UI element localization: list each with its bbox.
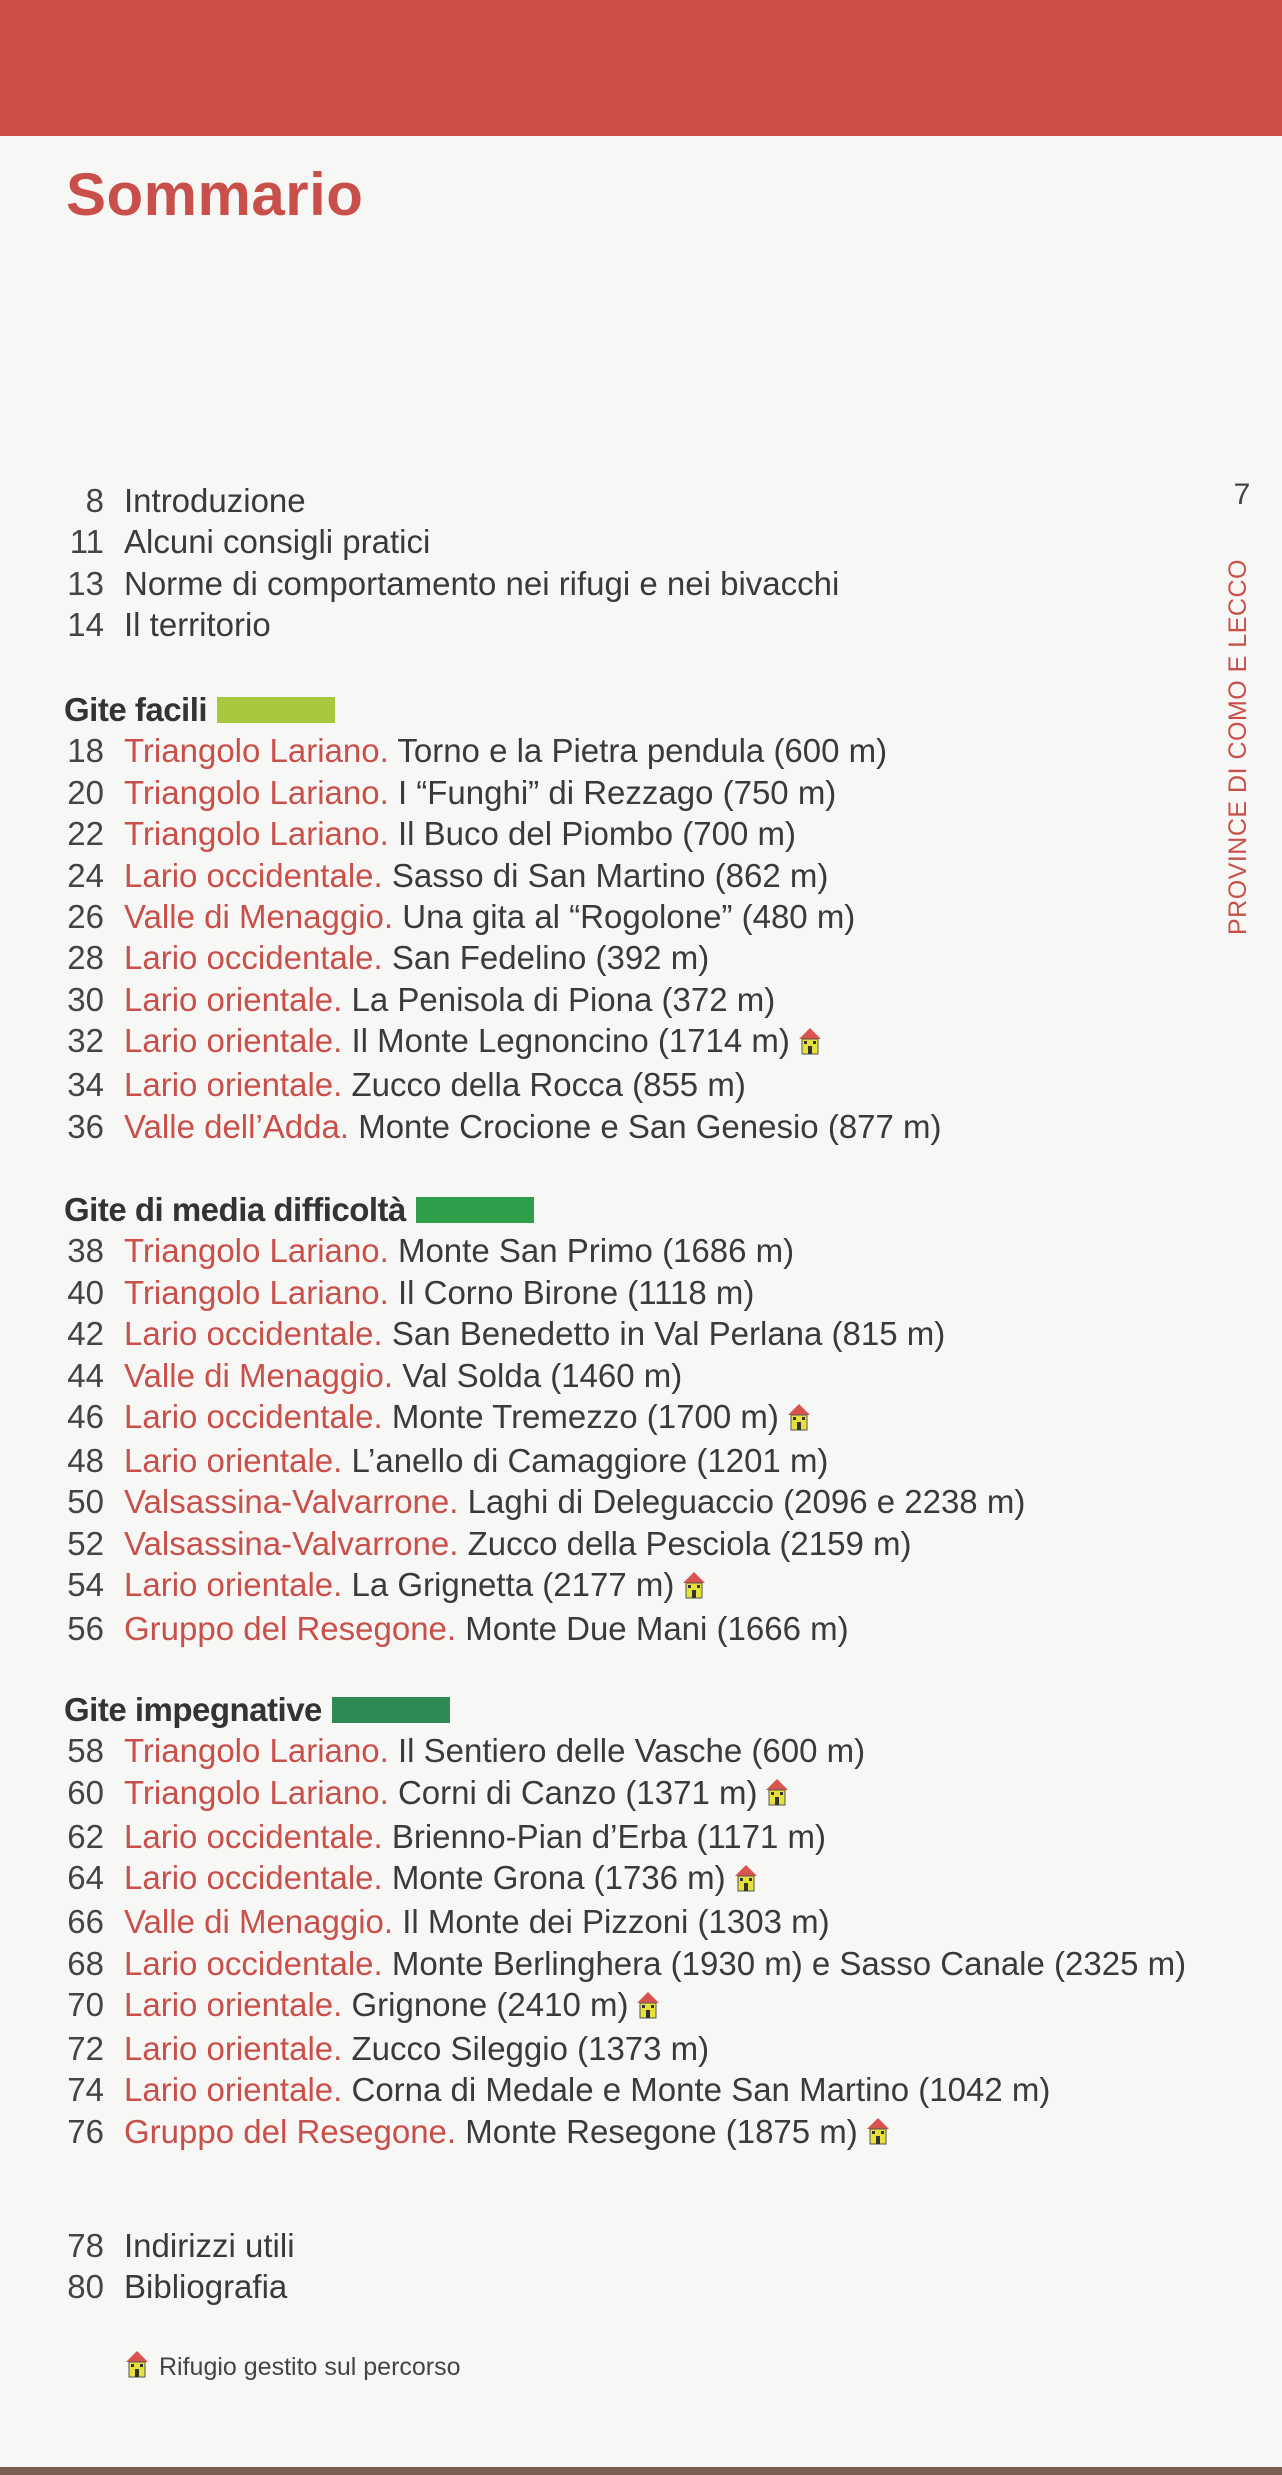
toc-entry[interactable] bbox=[58, 1608, 1194, 1649]
toc-page: 66 bbox=[67, 1903, 104, 1941]
toc-page: 54 bbox=[67, 1566, 104, 1604]
toc-entry[interactable] bbox=[58, 813, 1194, 854]
toc-entry[interactable] bbox=[58, 521, 1188, 562]
toc-page: 80 bbox=[67, 2268, 104, 2306]
toc-region: Lario orientale. bbox=[124, 1986, 343, 2023]
toc-entry[interactable] bbox=[58, 1943, 1194, 1984]
page-number-block bbox=[1212, 478, 1272, 512]
toc-page: 11 bbox=[69, 523, 104, 561]
toc-title: La Penisola di Piona (372 m) bbox=[351, 980, 776, 1018]
toc-region: Lario orientale. bbox=[124, 1022, 343, 1060]
toc-page: 8 bbox=[85, 482, 104, 519]
toc-title: Monte Crocione e San Genesio (877 m) bbox=[358, 1107, 942, 1145]
toc-entry[interactable] bbox=[58, 2028, 1194, 2069]
toc-region: Lario occidentale. bbox=[124, 1817, 383, 1855]
toc-page: 52 bbox=[67, 1524, 104, 1562]
toc-page: 78 bbox=[67, 2227, 104, 2264]
toc-page: 34 bbox=[67, 1066, 104, 1104]
toc-region: Valle dell’Adda. bbox=[124, 1107, 350, 1145]
section-heading-label: Gite impegnative bbox=[64, 1691, 322, 1728]
toc-entry[interactable] bbox=[58, 1901, 1194, 1942]
section-medium bbox=[64, 1189, 1194, 1650]
toc-title: Monte Grona (1736 m) bbox=[391, 1859, 726, 1897]
toc-region: Lario orientale. bbox=[124, 980, 343, 1018]
toc-page: 44 bbox=[67, 1356, 104, 1394]
toc-region: Triangolo Lariano. bbox=[124, 815, 389, 853]
toc-title: Il Monte dei Pizzoni (1303 m) bbox=[402, 1903, 830, 1941]
toc-region: Triangolo Lariano. bbox=[124, 773, 389, 811]
rifugio-icon bbox=[787, 1399, 811, 1440]
toc-entry[interactable] bbox=[58, 1440, 1194, 1481]
toc-region: Lario occidentale. bbox=[124, 939, 383, 977]
toc-page: 20 bbox=[67, 773, 104, 811]
toc-title: Brienno-Pian d’Erba (1171 m) bbox=[391, 1817, 826, 1855]
toc-page: 74 bbox=[67, 2071, 104, 2109]
toc-page: 30 bbox=[67, 980, 104, 1018]
appendix-list bbox=[58, 2225, 1188, 2308]
toc-page: 72 bbox=[67, 2029, 104, 2067]
toc-title: Monte Due Mani (1666 m) bbox=[465, 1610, 849, 1648]
toc-title: Bibliografia bbox=[124, 2268, 288, 2306]
toc-entry[interactable] bbox=[58, 1816, 1194, 1857]
toc-title: Una gita al “Rogolone” (480 m) bbox=[402, 898, 856, 936]
toc-title: Zucco Sileggio (1373 m) bbox=[351, 2029, 710, 2067]
difficulty-swatch bbox=[332, 1697, 450, 1723]
section-heading-label: Gite di media difficoltà bbox=[64, 1191, 406, 1228]
toc-entry[interactable] bbox=[58, 1772, 1194, 1816]
toc-page: 46 bbox=[67, 1398, 104, 1436]
rifugio-icon bbox=[636, 1987, 660, 2028]
section-heading bbox=[64, 1689, 1194, 1730]
rifugio-icon bbox=[734, 1860, 758, 1901]
difficulty-swatch bbox=[217, 697, 335, 723]
toc-title: Torno e la Pietra pendula (600 m) bbox=[397, 732, 888, 770]
toc-entry[interactable] bbox=[58, 604, 1188, 645]
page-number: 7 bbox=[1233, 478, 1251, 511]
toc-title: Alcuni consigli pratici bbox=[124, 523, 431, 561]
toc-entry[interactable] bbox=[58, 563, 1188, 604]
toc-title: Introduzione bbox=[124, 482, 306, 519]
toc-page: 70 bbox=[67, 1986, 104, 2023]
toc-region: Lario occidentale. bbox=[124, 856, 383, 894]
toc-region: Lario orientale. bbox=[124, 1442, 343, 1480]
toc-entry[interactable] bbox=[58, 1230, 1194, 1271]
toc-title: Laghi di Deleguaccio (2096 e 2238 m) bbox=[467, 1483, 1026, 1521]
toc-page: 64 bbox=[67, 1859, 104, 1897]
toc-entry[interactable] bbox=[58, 1272, 1194, 1313]
toc-entry[interactable] bbox=[58, 730, 1194, 771]
toc-title: Norme di comportamento nei rifugi e nei bivacchi bbox=[124, 564, 840, 602]
toc-title: Grignone (2410 m) bbox=[351, 1986, 629, 2023]
toc-title: Il Monte Legnoncino (1714 m) bbox=[351, 1022, 790, 1060]
toc-entry[interactable] bbox=[58, 1313, 1194, 1354]
toc-entry[interactable] bbox=[58, 2069, 1194, 2110]
toc-title: Monte Berlinghera (1930 m) e Sasso Canale (2325 m) bbox=[391, 1944, 1187, 1982]
legend bbox=[125, 2350, 461, 2385]
running-title: PROVINCE DI COMO E LECCO bbox=[1224, 559, 1252, 935]
toc-title: San Fedelino (392 m) bbox=[391, 939, 710, 977]
toc-entry[interactable] bbox=[58, 1396, 1194, 1440]
toc-region: Lario occidentale. bbox=[124, 1315, 383, 1353]
bottom-edge bbox=[0, 2467, 1282, 2475]
toc-page: 48 bbox=[67, 1442, 104, 1480]
toc-entry[interactable] bbox=[58, 1064, 1194, 1105]
toc-region: Lario orientale. bbox=[124, 1566, 343, 1604]
toc-region: Triangolo Lariano. bbox=[124, 1232, 389, 1270]
toc-region: Triangolo Lariano. bbox=[124, 1732, 389, 1770]
toc-entry[interactable] bbox=[58, 1355, 1194, 1396]
toc-title: La Grignetta (2177 m) bbox=[351, 1566, 675, 1604]
toc-region: Lario occidentale. bbox=[124, 1944, 383, 1982]
toc-title: I “Funghi” di Rezzago (750 m) bbox=[397, 773, 837, 811]
rifugio-icon bbox=[765, 1774, 789, 1815]
difficulty-swatch bbox=[416, 1197, 534, 1223]
toc-title: Indirizzi utili bbox=[124, 2227, 295, 2264]
toc-title: Monte Resegone (1875 m) bbox=[465, 2112, 858, 2150]
toc-region: Valle di Menaggio. bbox=[124, 898, 394, 936]
toc-page: 32 bbox=[67, 1022, 104, 1060]
toc-entry[interactable] bbox=[58, 2266, 1188, 2307]
section-easy bbox=[64, 689, 1194, 1147]
section-heading bbox=[64, 1189, 1194, 1230]
toc-entry[interactable] bbox=[58, 896, 1194, 937]
section-heading-label: Gite facili bbox=[64, 691, 208, 728]
header-band bbox=[0, 0, 1282, 136]
rifugio-icon bbox=[682, 1567, 706, 1608]
toc-region: Gruppo del Resegone. bbox=[124, 2112, 457, 2150]
toc-title: Il Buco del Piombo (700 m) bbox=[397, 815, 796, 853]
toc-title: Il territorio bbox=[124, 606, 271, 644]
toc-region: Lario occidentale. bbox=[124, 1398, 383, 1436]
toc-region: Lario orientale. bbox=[124, 2071, 343, 2109]
toc-title: Val Solda (1460 m) bbox=[402, 1356, 683, 1394]
rifugio-icon bbox=[866, 2113, 890, 2154]
toc-page: 36 bbox=[67, 1107, 104, 1145]
toc-page: 14 bbox=[67, 606, 104, 644]
toc-page: 58 bbox=[67, 1732, 104, 1770]
toc-page: 62 bbox=[67, 1817, 104, 1855]
toc-region: Lario orientale. bbox=[124, 1066, 343, 1104]
toc-entry[interactable] bbox=[58, 1857, 1194, 1901]
toc-entry[interactable] bbox=[58, 937, 1194, 978]
toc-page: 42 bbox=[67, 1315, 104, 1353]
toc-title: Il Sentiero delle Vasche (600 m) bbox=[397, 1732, 866, 1770]
toc-region: Valle di Menaggio. bbox=[124, 1356, 394, 1394]
toc-title: Zucco della Rocca (855 m) bbox=[351, 1066, 746, 1104]
legend-label: Rifugio gestito sul percorso bbox=[159, 2353, 461, 2381]
toc-region: Valle di Menaggio. bbox=[124, 1903, 394, 1941]
toc-entry[interactable] bbox=[58, 1481, 1194, 1522]
toc-page: 18 bbox=[67, 732, 104, 770]
toc-entry[interactable] bbox=[58, 1984, 1194, 2028]
toc-page: 28 bbox=[67, 939, 104, 977]
toc-page: 68 bbox=[67, 1944, 104, 1982]
toc-entry[interactable] bbox=[58, 2111, 1194, 2155]
page-title: Sommario bbox=[66, 161, 364, 228]
toc-page: 40 bbox=[67, 1273, 104, 1311]
toc-title: Sasso di San Martino (862 m) bbox=[391, 856, 829, 894]
toc-title: Monte San Primo (1686 m) bbox=[397, 1232, 795, 1270]
section-hard bbox=[64, 1689, 1194, 2155]
intro-list bbox=[58, 480, 1188, 646]
toc-entry[interactable] bbox=[58, 1020, 1194, 1064]
toc-title: Monte Tremezzo (1700 m) bbox=[391, 1398, 779, 1436]
toc-entry[interactable] bbox=[58, 979, 1194, 1020]
toc-entry[interactable] bbox=[58, 855, 1194, 896]
toc-region: Gruppo del Resegone. bbox=[124, 1610, 457, 1648]
toc-entry[interactable] bbox=[58, 772, 1194, 813]
rifugio-icon bbox=[798, 1023, 822, 1064]
toc-entry[interactable] bbox=[58, 1564, 1194, 1608]
toc-region: Triangolo Lariano. bbox=[124, 732, 389, 770]
toc-page: 76 bbox=[67, 2112, 104, 2150]
toc-page: 50 bbox=[67, 1483, 104, 1521]
toc-region: Triangolo Lariano. bbox=[124, 1273, 389, 1311]
toc-region: Lario occidentale. bbox=[124, 1859, 383, 1897]
toc-page: 26 bbox=[67, 898, 104, 936]
toc-title: Corna di Medale e Monte San Martino (1042 m) bbox=[351, 2071, 1051, 2109]
toc-entry[interactable] bbox=[58, 1730, 1194, 1771]
toc-region: Valsassina-Valvarrone. bbox=[124, 1524, 459, 1562]
toc-page: 56 bbox=[67, 1610, 104, 1648]
toc-entry[interactable] bbox=[58, 480, 1188, 521]
toc-title: San Benedetto in Val Perlana (815 m) bbox=[391, 1315, 946, 1353]
toc-title: L’anello di Camaggiore (1201 m) bbox=[351, 1442, 829, 1480]
toc-title: Corni di Canzo (1371 m) bbox=[397, 1773, 758, 1811]
toc-page: 24 bbox=[67, 856, 104, 894]
toc-page: 60 bbox=[67, 1773, 104, 1811]
toc-title: Zucco della Pesciola (2159 m) bbox=[467, 1524, 912, 1562]
toc-entry[interactable] bbox=[58, 1106, 1194, 1147]
toc-page: 13 bbox=[67, 564, 104, 602]
toc-entry[interactable] bbox=[58, 1523, 1194, 1564]
toc-entry[interactable] bbox=[58, 2225, 1188, 2266]
toc-page: 22 bbox=[67, 815, 104, 853]
toc-region: Triangolo Lariano. bbox=[124, 1773, 389, 1811]
rifugio-icon bbox=[125, 2350, 149, 2385]
toc-page: 38 bbox=[67, 1232, 104, 1270]
toc-region: Valsassina-Valvarrone. bbox=[124, 1483, 459, 1521]
toc-region: Lario orientale. bbox=[124, 2029, 343, 2067]
toc-title: Il Corno Birone (1118 m) bbox=[397, 1273, 755, 1311]
section-heading bbox=[64, 689, 1194, 730]
